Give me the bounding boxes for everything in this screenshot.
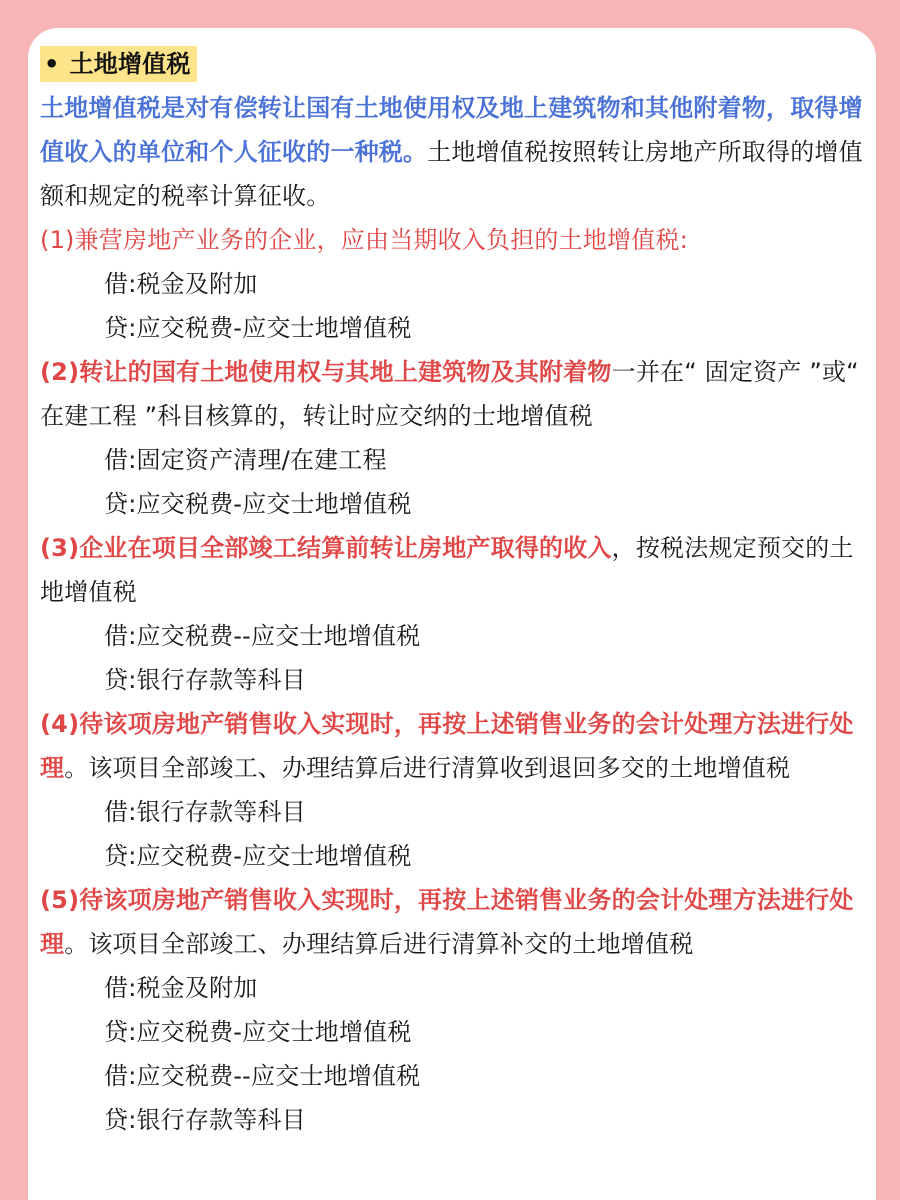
section-5-entry-credit-2: 贷:银行存款等科目: [104, 1106, 306, 1134]
heading-title: 土地增值税: [69, 50, 191, 78]
section-3-desc: ，按税法规定预交的土地增值税: [40, 534, 854, 606]
section-4-entry-debit: 借:银行存款等科目: [104, 798, 306, 826]
section-4-title: (4)待该项房地产销售收入实现时，再按上述销售业务的会计处理方法进行处理: [40, 710, 854, 782]
section-2-text: [40, 350, 870, 438]
section-3-entry-credit: 贷:银行存款等科目: [104, 666, 306, 694]
intro-paragraph: [40, 86, 870, 218]
section-5-title: (5)待该项房地产销售收入实现时，再按上述销售业务的会计处理方法进行处理: [40, 886, 854, 958]
section-5-entry-debit-1: 借:税金及附加: [104, 974, 258, 1002]
section-2-title: (2)转让的国有土地使用权与其地上建筑物及其附着物: [40, 358, 612, 386]
section-3-entry-debit: 借:应交税费--应交士地增值税: [104, 622, 421, 650]
section-2-entry-debit: 借:固定资产清理/在建工程: [104, 446, 387, 474]
section-heading: [40, 46, 197, 82]
section-1-entry-credit: 贷:应交税费-应交士地增值税: [104, 314, 412, 342]
section-1-entry-debit: 借:税金及附加: [104, 270, 258, 298]
intro-definition: 土地增值税是对有偿转让国有土地使用权及地上建筑物和其他附着物，取得增值收入的单位和个人征收的一种税。: [40, 94, 863, 166]
section-5-desc: 。该项目全部竣工、办理结算后进行清算补交的土地增值税: [64, 930, 694, 958]
section-5-text: [40, 878, 870, 966]
section-5-entry-credit-1: 贷:应交税费-应交士地增值税: [104, 1018, 412, 1046]
section-2-entry-credit: 贷:应交税费-应交士地增值税: [104, 490, 412, 518]
section-4-desc: 。该项目全部竣工、办理结算后进行清算收到退回多交的土地增值税: [64, 754, 791, 782]
bullet-icon: •: [44, 50, 60, 78]
section-3-text: [40, 526, 870, 614]
section-4-entry-credit: 贷:应交税费-应交士地增值税: [104, 842, 412, 870]
intro-description: 土地增值税按照转让房地产所取得的增值额和规定的税率计算征收。: [40, 138, 863, 210]
section-3-title: (3)企业在项目全部竣工结算前转让房地产取得的收入: [40, 534, 612, 562]
section-4-text: [40, 702, 870, 790]
content-card: [28, 28, 876, 1200]
section-5-entry-debit-2: 借:应交税费--应交士地增值税: [104, 1062, 421, 1090]
document-body: [40, 42, 870, 1142]
section-2-desc: 一并在“ 固定资产 ”或“ 在建工程 ”科目核算的，转让时应交纳的士地增值税: [40, 358, 859, 430]
section-1-text: [40, 218, 870, 262]
section-1-title: (1)兼营房地产业务的企业，应由当期收入负担的土地增值税:: [40, 226, 688, 254]
